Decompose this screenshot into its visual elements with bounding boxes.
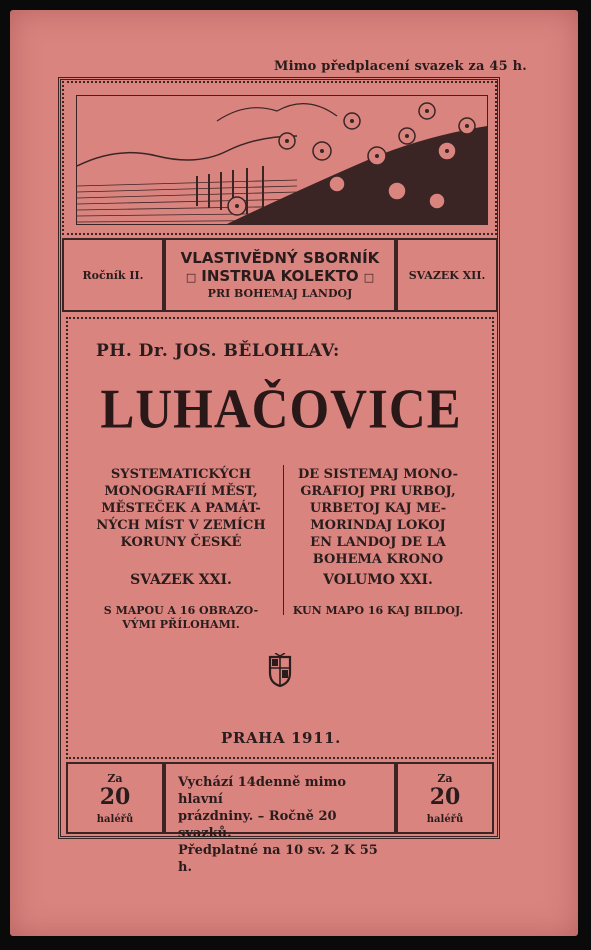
top-price-note: Mimo předplacení svazek za 45 h. [274,59,527,74]
footer-row [62,762,498,875]
issue-label: SVAZEK XII. [396,238,498,312]
subscription-info: Vychází 14denně mimo hlavní prázdniny. – Ročně 20 svazků. Předplatné na 10 sv. 2 K 55 h. [164,762,396,834]
square-bullet-icon: □ [185,271,197,284]
landscape-illustration [76,95,488,225]
price-amount: 20 [99,784,131,810]
column-divider [283,465,284,615]
shield-emblem-icon [268,653,292,687]
price-box-left: Za 20 haléřů [66,762,164,834]
year-label: Ročník II. [62,238,164,312]
series-subtitle-2: PRI BOHEMAJ LANDOJ [207,287,353,300]
place-and-year: PRAHA 1911. [221,729,341,747]
czech-description: SYSTEMATICKÝCH MONOGRAFIÍ MĚST, MĚSTEČEK A PAMÁT- NÝCH MÍST V ZEMÍCH KORUNY ČESKÉ [96,467,266,550]
header-row [62,238,498,314]
square-bullet-icon: □ [363,271,375,284]
esperanto-description: DE SISTEMAJ MONO- GRAFIOJ PRI URBOJ, URBETOJ KAJ ME- MORINDAJ LOKOJ EN LANDOJ DE LA BOHEMA KRONO [297,467,459,567]
price-box-right: Za 20 haléřů [396,762,494,834]
supplement-note-esperanto: KUN MAPO 16 KAJ BILDOJ. [292,604,464,617]
series-box [164,238,396,312]
volume-label-esperanto: VOLUMO XXI. [323,572,433,588]
supplement-note-czech: S MAPOU A 16 OBRAZO- VÝMI PŘÍLOHAMI. [103,604,259,631]
series-subtitle: □ INSTRUA KOLEKTO □ [181,267,379,287]
price-amount: 20 [429,784,461,810]
volume-label-czech: SVAZEK XXI. [130,572,232,588]
book-title: LUHAČOVICE [100,379,462,441]
author-name: PH. Dr. JOS. BĚLOHLAV: [96,341,340,361]
series-title: VLASTIVĚDNÝ SBORNÍK [180,249,380,267]
